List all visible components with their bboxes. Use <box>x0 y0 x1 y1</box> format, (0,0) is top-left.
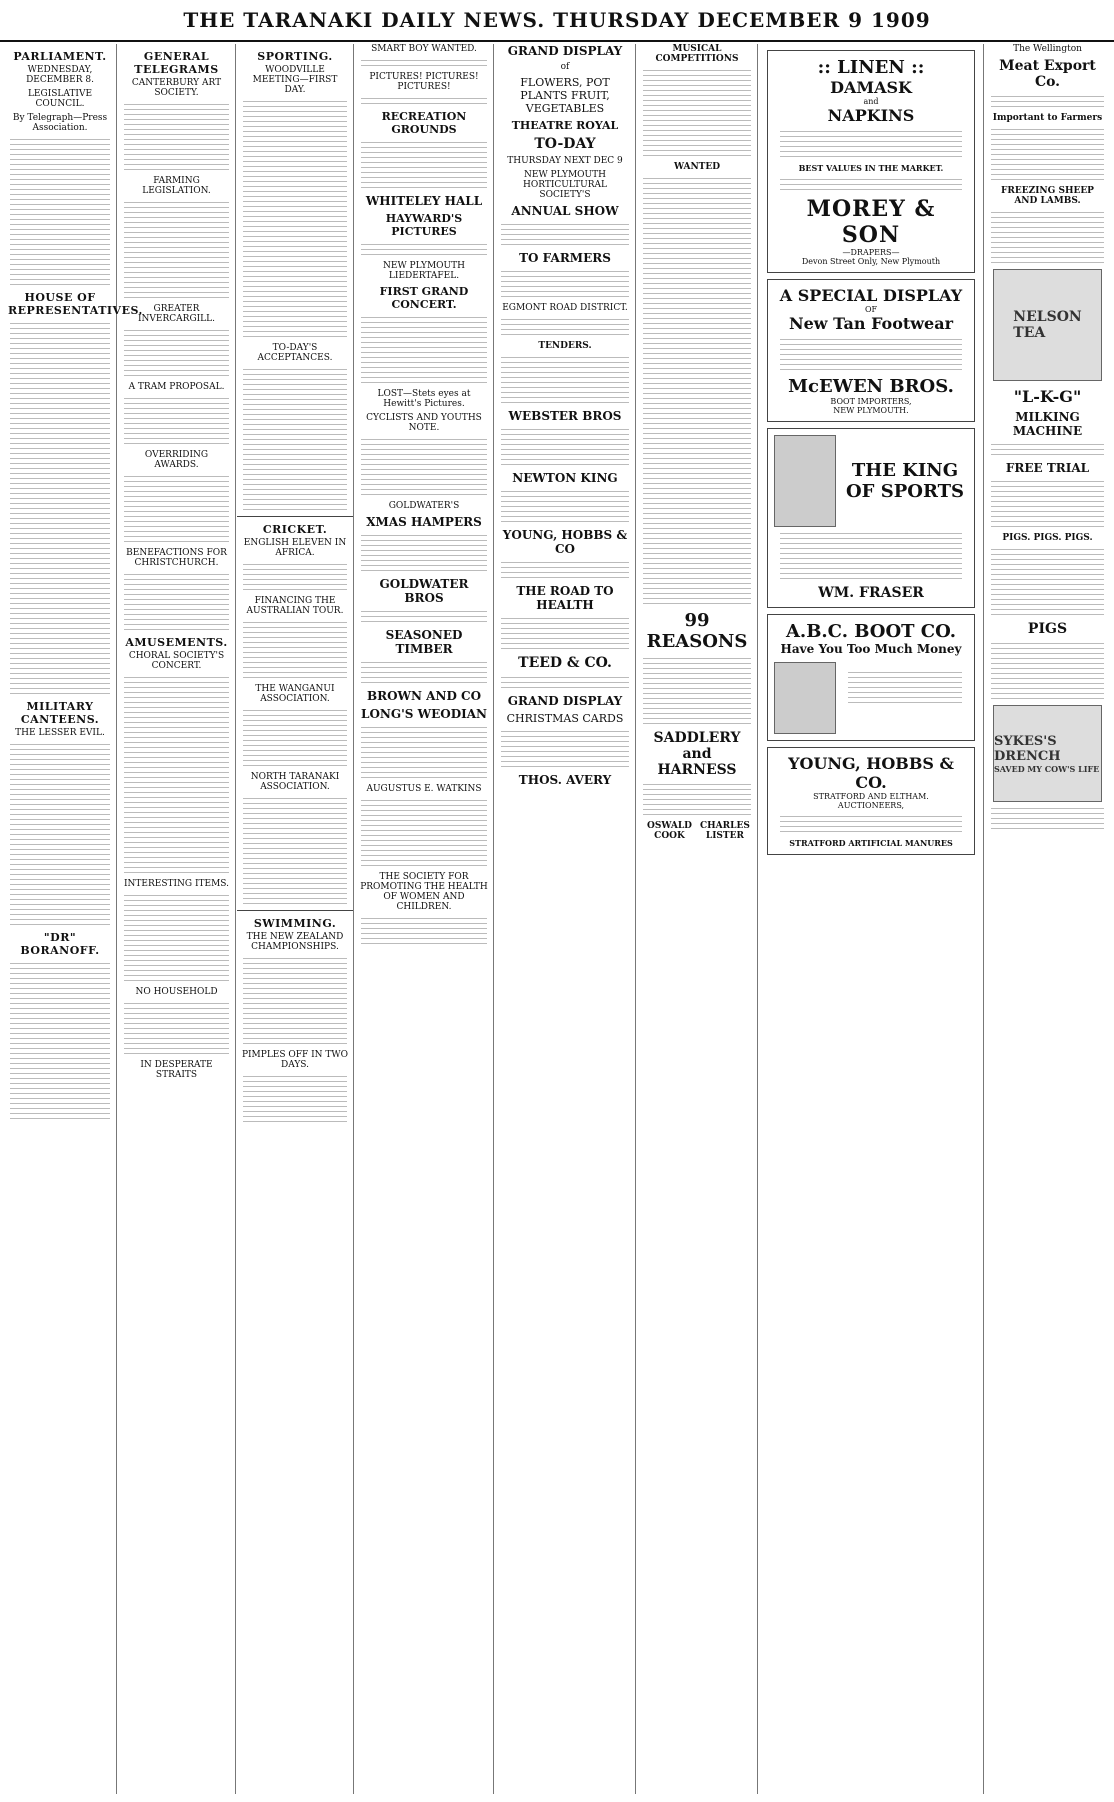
col1-byline: By Telegraph—Press Association. <box>12 113 108 133</box>
col8-ad12: SYKES'S DRENCH <box>994 733 1061 764</box>
col8-ad9: FREE TRIAL <box>1005 461 1090 475</box>
col3-section4: ENGLISH ELEVEN IN AFRICA. <box>243 538 347 558</box>
col4-ad2: PICTURES! PICTURES! PICTURES! <box>369 72 479 92</box>
of-sports: OF SPORTS <box>846 481 964 502</box>
linen-ad <box>767 50 975 273</box>
boot-importers: BOOT IMPORTERS, <box>830 397 912 406</box>
col3-section10: PIMPLES OFF IN TWO DAYS. <box>241 1050 349 1070</box>
new-plymouth: NEW PLYMOUTH. <box>833 406 909 415</box>
col4-ad11: XMAS HAMPERS <box>366 515 482 529</box>
col8-ad8: MILKING MACHINE <box>1012 410 1083 438</box>
col5-ad17: GRAND DISPLAY <box>507 694 623 708</box>
col1-text-4 <box>10 963 110 1119</box>
col1-text-3 <box>10 744 110 925</box>
col5-ad19: THOS. AVERY <box>518 773 612 787</box>
tea-illustration-icon <box>993 269 1102 381</box>
col3-section9: THE NEW ZEALAND CHAMPIONSHIPS. <box>246 932 344 952</box>
col2-head: GENERAL TELEGRAMS <box>134 50 219 76</box>
col6-ad4: SADDLERY and HARNESS <box>653 730 741 778</box>
col5-ad2: of <box>560 62 570 72</box>
best-values: BEST VALUES IN THE MARKET. <box>798 163 944 173</box>
tan-footwear-ad <box>767 279 975 422</box>
abc-boot-ad <box>767 614 975 741</box>
column-7 <box>759 44 984 1794</box>
column-8 <box>985 44 1110 1794</box>
col4-ad7: FIRST GRAND CONCERT. <box>379 285 469 311</box>
col1-text-1 <box>10 139 110 285</box>
col4-ad12: GOLDWATER BROS <box>379 577 469 605</box>
col1-subhead: WEDNESDAY, DECEMBER 8. <box>26 65 94 85</box>
col2-section5: OVERRIDING AWARDS. <box>144 450 209 470</box>
col8-ad2: Meat Export Co. <box>999 58 1096 90</box>
column-1 <box>4 44 143 1794</box>
col2-section6: BENEFACTIONS FOR CHRISTCHURCH. <box>126 548 227 568</box>
column-6 <box>637 44 758 1794</box>
col3-section2: TO-DAY'S ACCEPTANCES. <box>257 343 333 363</box>
masthead-title: THE TARANAKI DAILY NEWS. THURSDAY DECEMBER 9 1909 <box>183 8 931 32</box>
col4-ad15: LONG'S WEODIAN <box>361 707 487 721</box>
the-king: THE KING <box>851 460 959 481</box>
col8-ad6: TEA <box>1013 325 1046 341</box>
column-3 <box>237 44 354 1794</box>
col1-section5: "DR" BORANOFF. <box>20 931 100 957</box>
col8-ad3: Important to Farmers <box>992 113 1103 123</box>
column-4 <box>355 44 494 1794</box>
col6-ad1: MUSICAL COMPETITIONS <box>655 44 739 64</box>
col2-section2: FARMING LEGISLATION. <box>142 176 211 196</box>
linen-title: :: LINEN :: <box>817 57 925 78</box>
young-hobbs: YOUNG, HOBBS & CO. <box>788 754 954 792</box>
have-you-too-much-money: Have You Too Much Money <box>780 642 962 656</box>
col3-section7: NORTH TARANAKI ASSOCIATION. <box>250 772 340 792</box>
col5-ad6: THURSDAY NEXT DEC 9 <box>507 156 623 166</box>
col2-section8: CHORAL SOCIETY'S CONCERT. <box>128 651 225 671</box>
wm-fraser: WM. FRASER <box>818 585 924 601</box>
col1-head: PARLIAMENT. <box>13 50 107 63</box>
col5-ad14: YOUNG, HOBBS & CO <box>502 528 628 556</box>
col8-ad7: "L-K-G" <box>1013 387 1082 406</box>
col5-ad1: GRAND DISPLAY <box>507 44 623 58</box>
col6-ad2: WANTED <box>673 162 721 172</box>
cow-illustration-icon <box>993 705 1102 802</box>
col4-ad5: HAYWARD'S PICTURES <box>385 212 463 238</box>
mcewen-bros: McEWEN BROS. <box>788 376 954 397</box>
col3-section3: CRICKET. <box>262 523 328 536</box>
col5-ad8: ANNUAL SHOW <box>511 204 619 218</box>
stratford-eltham: STRATFORD AND ELTHAM. <box>813 792 929 801</box>
col2-section3: GREATER INVERCARGILL. <box>138 304 215 324</box>
col5-ad18: CHRISTMAS CARDS <box>506 712 624 725</box>
of-word: OF <box>864 305 878 314</box>
col3-section6: THE WANGANUI ASSOCIATION. <box>255 684 335 704</box>
col1-section1: LEGISLATIVE COUNCIL. <box>27 89 93 109</box>
column-5 <box>495 44 636 1794</box>
sports-illustration-icon <box>774 435 836 527</box>
column-2 <box>118 44 236 1794</box>
special-display: A SPECIAL DISPLAY <box>779 286 963 305</box>
col5-ad9: TO FARMERS <box>519 251 611 265</box>
col4-ad14: BROWN AND CO <box>366 689 482 703</box>
col2-section11: IN DESPERATE STRAITS <box>140 1060 213 1080</box>
col8-ad4: FREEZING SHEEP AND LAMBS. <box>1001 186 1094 206</box>
col5-ad16: TEED & CO. <box>518 655 612 671</box>
col2-section7: AMUSEMENTS. <box>125 636 228 649</box>
col4-ad3: RECREATION GROUNDS <box>381 110 467 136</box>
new-tan-footwear: New Tan Footwear <box>788 314 954 333</box>
col5-ad7: NEW PLYMOUTH HORTICULTURAL SOCIETY'S <box>523 170 607 200</box>
col4-ad16: AUGUSTUS E. WATKINS <box>366 784 482 794</box>
col5-ad11: TENDERS. <box>538 341 592 351</box>
col2-section4: A TRAM PROPOSAL. <box>128 382 225 392</box>
col8-ad13: SAVED MY COW'S LIFE <box>994 763 1100 774</box>
col3-section5: FINANCING THE AUSTRALIAN TOUR. <box>246 596 344 616</box>
boot-illustration-icon <box>774 662 836 734</box>
col5-ad4: THEATRE ROYAL <box>511 119 619 132</box>
drapers: —DRAPERS— <box>842 248 900 257</box>
col5-ad10: EGMONT ROAD DISTRICT. <box>502 303 628 313</box>
col1-section4: THE LESSER EVIL. <box>15 728 105 738</box>
col8-ad10: PIGS. PIGS. PIGS. <box>1002 533 1093 543</box>
col1-text-2 <box>10 323 110 694</box>
damask-title: DAMASK <box>830 78 912 97</box>
devon-street: Devon Street Only, New Plymouth <box>801 257 941 266</box>
col3-section1: WOODVILLE MEETING—FIRST DAY. <box>252 65 338 95</box>
young-hobbs-ad <box>767 747 975 855</box>
col5-ad5: TO-DAY <box>534 136 596 152</box>
col4-ad4: WHITELEY HALL <box>365 194 483 208</box>
morey-son: MOREY & SON <box>806 196 936 248</box>
col6-ad3: 99 REASONS <box>646 610 748 652</box>
col5-ad3: FLOWERS, POT PLANTS FRUIT, VEGETABLES <box>520 76 610 115</box>
auctioneers: AUCTIONEERS, <box>837 801 905 810</box>
col6-ad6: CHARLES LISTER <box>700 821 750 841</box>
col6-ad5: OSWALD COOK <box>647 821 692 841</box>
col1-section2: HOUSE OF REPRESENTATIVES. <box>8 291 143 317</box>
col4-ad1: SMART BOY WANTED. <box>371 44 477 54</box>
col4-ad8: LOST—Stets eyes at Hewitt's Pictures. <box>377 389 471 409</box>
col5-ad13: NEWTON KING <box>512 471 618 485</box>
col4-ad9: CYCLISTS AND YOUTHS NOTE. <box>366 413 482 433</box>
king-of-sports-ad <box>767 428 975 608</box>
col3-head: SPORTING. <box>257 50 333 63</box>
stratford-manures: STRATFORD ARTIFICIAL MANURES <box>789 838 953 848</box>
col8-ad5: NELSON <box>1013 309 1082 325</box>
col5-ad15: THE ROAD TO HEALTH <box>516 584 614 612</box>
col8-ad11: PIGS <box>1027 621 1068 637</box>
abc-boot-co: A.B.C. BOOT CO. <box>785 621 957 642</box>
col8-ad1: The Wellington <box>1013 44 1082 54</box>
col4-ad13: SEASONED TIMBER <box>385 628 463 656</box>
col2-section9: INTERESTING ITEMS. <box>123 879 230 889</box>
col5-ad12: WEBSTER BROS <box>508 409 622 423</box>
col2-section1: CANTERBURY ART SOCIETY. <box>131 78 222 98</box>
col3-section8: SWIMMING. <box>253 917 337 930</box>
col4-ad10: GOLDWATER'S <box>388 501 460 511</box>
masthead <box>0 0 1114 42</box>
napkins-title: NAPKINS <box>827 106 915 125</box>
col4-ad6: NEW PLYMOUTH LIEDERTAFEL. <box>383 261 465 281</box>
and-word: and <box>863 97 879 106</box>
col2-section10: NO HOUSEHOLD <box>135 987 218 997</box>
col1-section3: MILITARY CANTEENS. <box>20 700 100 726</box>
col4-ad17: THE SOCIETY FOR PROMOTING THE HEALTH OF WOMEN AND CHILDREN. <box>360 872 488 912</box>
